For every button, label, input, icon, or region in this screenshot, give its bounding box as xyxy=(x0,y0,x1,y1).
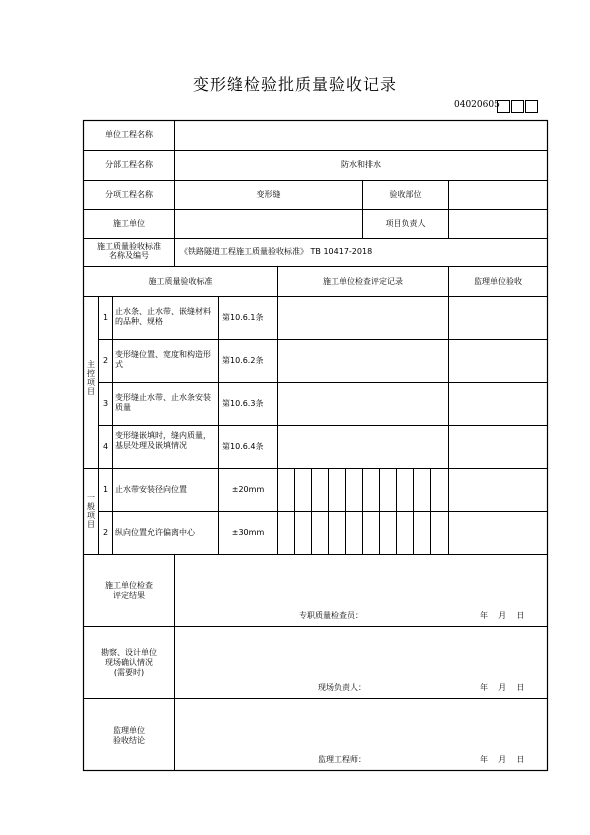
acceptance-part-label: 验收部位 xyxy=(389,190,422,199)
page-title: 变形缝检验批质量验收记录 xyxy=(192,75,397,94)
standard-name-value[interactable]: 《铁路隧道工程施工质量验收标准》 TB 10417-2018 xyxy=(180,247,373,256)
general-item-text: 纵向位置允许偏离中心 xyxy=(115,528,195,537)
survey-signer-label: 现场负责人： xyxy=(318,683,366,692)
main-item-no: 2 xyxy=(102,356,109,365)
contractor-label: 施工单位 xyxy=(113,219,145,228)
main-item-clause: 第10.6.3条 xyxy=(222,399,264,408)
standard-name-label-1: 施工质量验收标准 xyxy=(97,242,161,251)
main-item-clause: 第10.6.2条 xyxy=(222,356,264,365)
main-control-label: 主控项目 xyxy=(87,360,95,396)
survey-label-1: 勘察、设计单位 xyxy=(101,648,157,657)
general-label: 一般项目 xyxy=(87,493,95,529)
unit-project-label: 单位工程名称 xyxy=(105,130,153,139)
sub-project-value[interactable]: 防水和排水 xyxy=(341,160,381,169)
header-contractor-record: 施工单位检查评定记录 xyxy=(323,277,403,286)
main-item-no: 1 xyxy=(102,313,109,322)
survey-date-label: 年 月 日 xyxy=(480,683,525,692)
standard-name-label-2: 名称及编号 xyxy=(109,251,149,260)
supervisor-date-label: 年 月 日 xyxy=(480,755,525,764)
main-item-text: 变形缝嵌填时，缝内质量，基层处理及嵌填情况 xyxy=(115,431,211,450)
main-item-text: 变形缝位置、宽度和构造形式 xyxy=(115,350,211,369)
contractor-date-label: 年 月 日 xyxy=(480,611,525,620)
supervisor-result-label-1: 监理单位 xyxy=(113,726,145,735)
general-item-tolerance: ±20mm xyxy=(231,485,265,494)
main-item-clause: 第10.6.1条 xyxy=(222,313,264,322)
survey-label-3: (需要时) xyxy=(113,668,145,677)
main-item-no: 4 xyxy=(102,442,109,451)
item-project-value[interactable]: 变形缝 xyxy=(256,190,281,199)
general-item-no: 2 xyxy=(102,528,109,537)
contractor-result-label-1: 施工单位检查 xyxy=(105,581,153,590)
form-code: 04020605 xyxy=(454,100,500,110)
contractor-result-label-2: 评定结果 xyxy=(113,591,145,600)
main-item-clause: 第10.6.4条 xyxy=(222,442,264,451)
survey-label-2: 现场确认情况 xyxy=(105,658,153,667)
general-item-no: 1 xyxy=(102,485,109,494)
main-item-text: 止水条、止水带、嵌缝材料的品种、规格 xyxy=(115,307,211,326)
general-item-text: 止水带安装径向位置 xyxy=(115,485,187,494)
supervisor-result-label-2: 验收结论 xyxy=(113,736,145,745)
supervisor-signer-label: 监理工程师： xyxy=(318,755,366,764)
header-supervisor-check: 监理单位验收 xyxy=(474,277,522,286)
header-standard: 施工质量验收标准 xyxy=(148,277,213,286)
sub-project-label: 分部工程名称 xyxy=(105,160,153,169)
main-item-no: 3 xyxy=(102,399,109,408)
main-item-text: 变形缝止水带、止水条安装质量 xyxy=(115,393,211,412)
item-project-label: 分项工程名称 xyxy=(105,190,153,199)
contractor-signer-label: 专职质量检查员： xyxy=(299,611,363,620)
project-manager-label: 项目负责人 xyxy=(385,219,426,228)
general-item-tolerance: ±30mm xyxy=(231,528,265,537)
